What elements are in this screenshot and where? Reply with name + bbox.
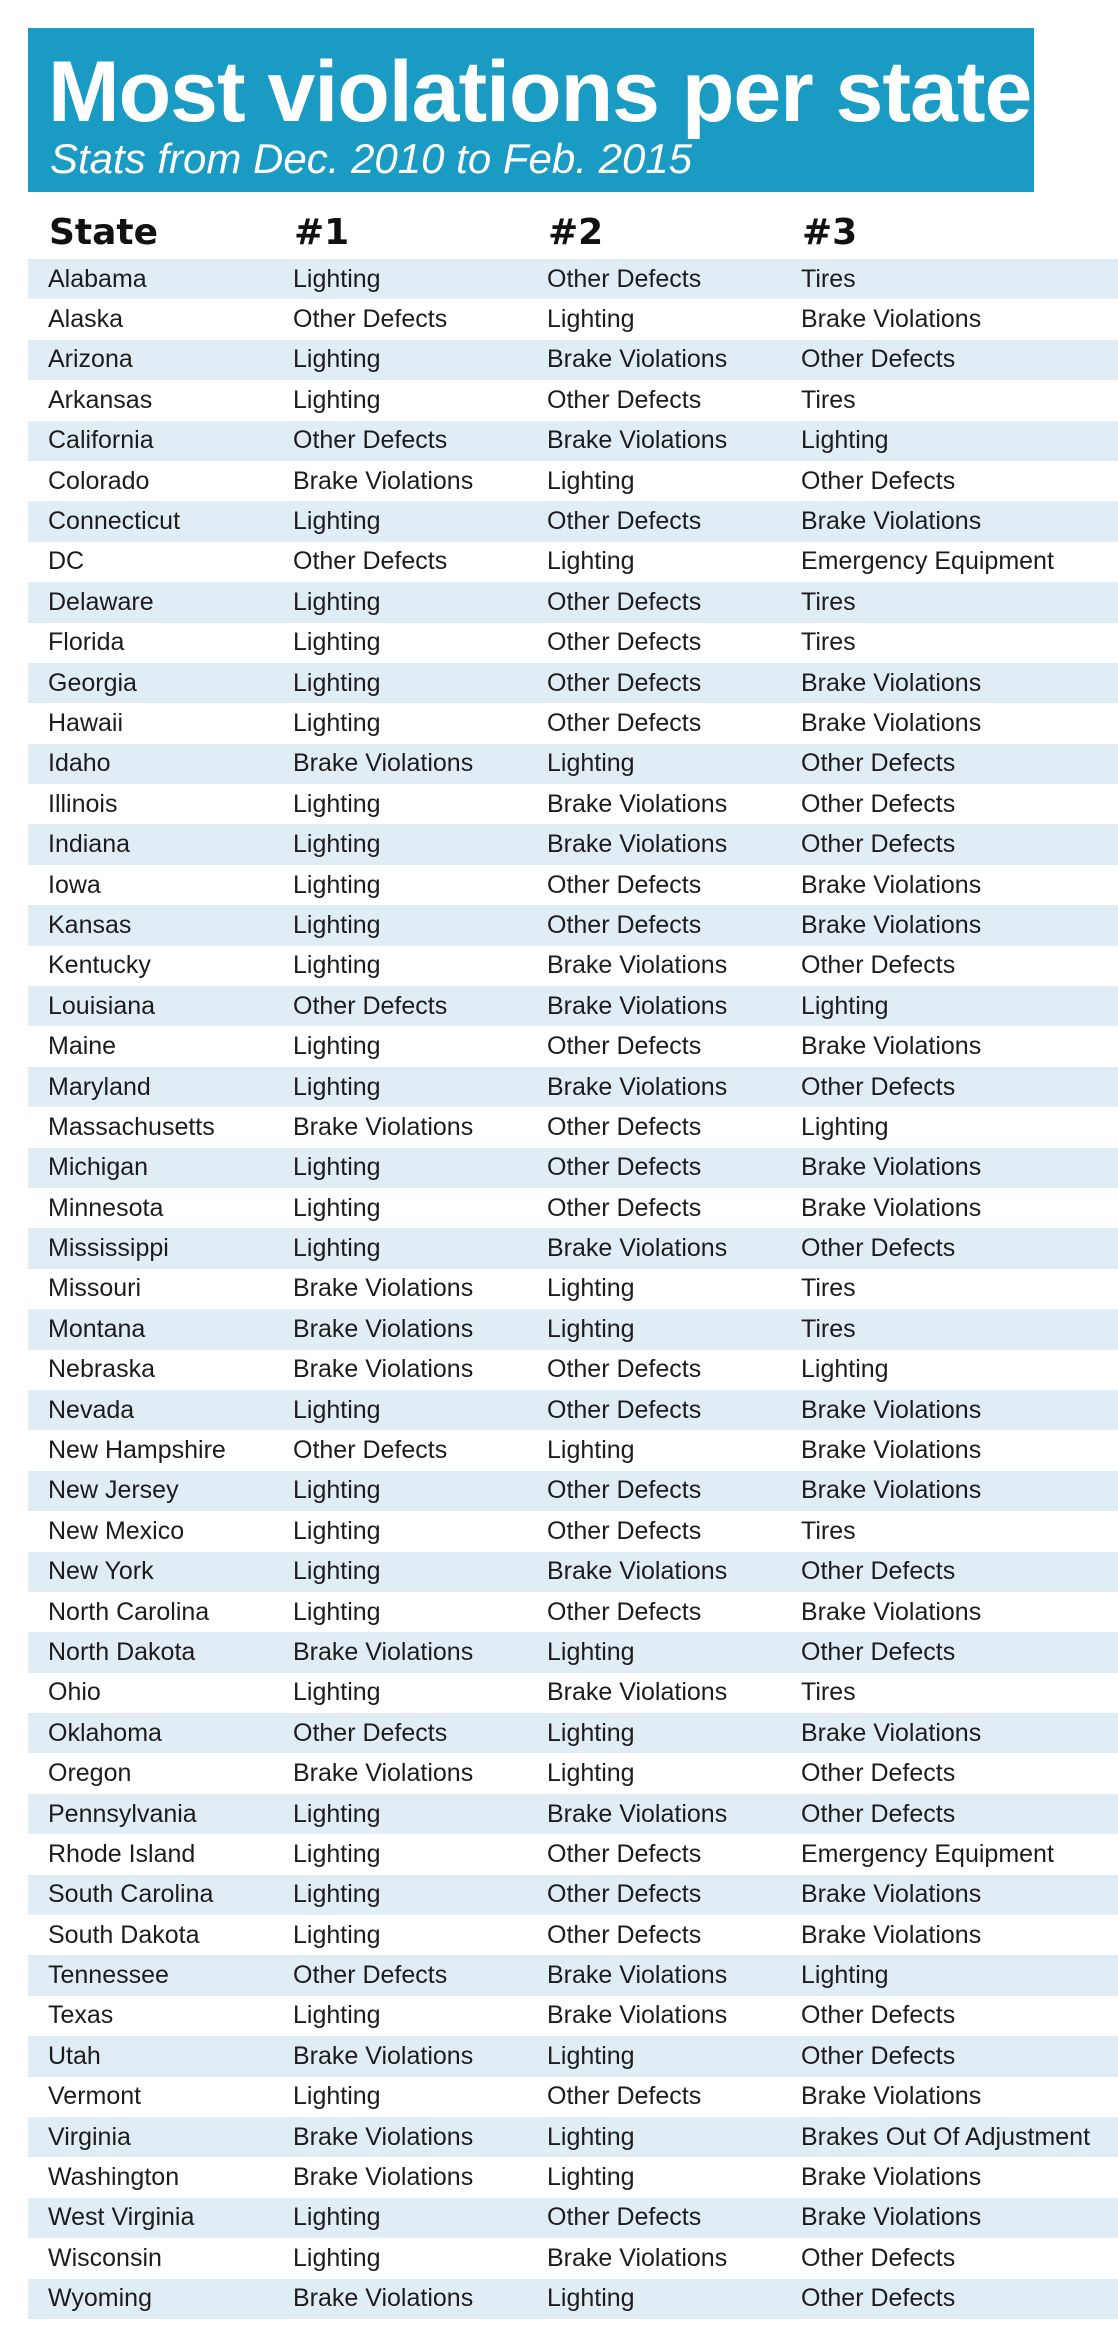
table-row — [28, 1834, 1118, 1874]
state-cell: Idaho — [28, 744, 273, 784]
state-cell: Missouri — [28, 1269, 273, 1309]
rank-3-cell: Other Defects — [781, 1632, 1118, 1672]
rank-1-cell: Other Defects — [273, 1713, 527, 1753]
rank-1-cell: Lighting — [273, 340, 527, 380]
state-cell: Pennsylvania — [28, 1794, 273, 1834]
rank-2-cell: Lighting — [527, 2157, 781, 2197]
rank-1-cell: Lighting — [273, 1471, 527, 1511]
rank-3-cell: Brake Violations — [781, 1188, 1118, 1228]
state-cell: Colorado — [28, 461, 273, 501]
state-cell: Arizona — [28, 340, 273, 380]
state-cell: Kansas — [28, 905, 273, 945]
state-cell: Indiana — [28, 824, 273, 864]
table-row — [28, 1753, 1118, 1793]
state-cell: Georgia — [28, 663, 273, 703]
rank-1-cell: Brake Violations — [273, 744, 527, 784]
table-row — [28, 744, 1118, 784]
rank-2-cell: Other Defects — [527, 1511, 781, 1551]
rank-1-cell: Lighting — [273, 1592, 527, 1632]
rank-3-cell: Other Defects — [781, 1794, 1118, 1834]
state-cell: North Carolina — [28, 1592, 273, 1632]
rank-1-cell: Brake Violations — [273, 2036, 527, 2076]
table-row — [28, 1552, 1118, 1592]
rank-2-cell: Brake Violations — [527, 1955, 781, 1995]
rank-2-cell: Other Defects — [527, 1107, 781, 1147]
rank-2-cell: Other Defects — [527, 1390, 781, 1430]
rank-1-cell: Other Defects — [273, 542, 527, 582]
rank-2-cell: Lighting — [527, 1309, 781, 1349]
rank-1-cell: Brake Violations — [273, 461, 527, 501]
rank-3-cell: Other Defects — [781, 784, 1118, 824]
rank-3-cell: Other Defects — [781, 1067, 1118, 1107]
table-row — [28, 1390, 1118, 1430]
rank-2-cell: Brake Violations — [527, 1067, 781, 1107]
table-row — [28, 703, 1118, 743]
rank-3-cell: Brake Violations — [781, 1875, 1118, 1915]
rank-1-cell: Lighting — [273, 703, 527, 743]
rank-2-cell: Lighting — [527, 1269, 781, 1309]
state-cell: Connecticut — [28, 501, 273, 541]
table-row — [28, 461, 1118, 501]
rank-3-cell: Tires — [781, 1511, 1118, 1551]
rank-2-cell: Other Defects — [527, 1834, 781, 1874]
rank-1-cell: Lighting — [273, 582, 527, 622]
table-row — [28, 1875, 1118, 1915]
table-row — [28, 1713, 1118, 1753]
rank-1-cell: Other Defects — [273, 1955, 527, 1995]
rank-2-cell: Other Defects — [527, 501, 781, 541]
rank-3-cell: Tires — [781, 259, 1118, 299]
rank-3-cell: Tires — [781, 623, 1118, 663]
state-cell: Rhode Island — [28, 1834, 273, 1874]
rank-2-cell: Lighting — [527, 299, 781, 339]
table-row — [28, 1148, 1118, 1188]
rank-2-cell: Other Defects — [527, 1471, 781, 1511]
rank-1-cell: Lighting — [273, 2077, 527, 2117]
rank-3-cell: Brake Violations — [781, 865, 1118, 905]
table-body — [28, 259, 1118, 2319]
rank-3-cell: Brake Violations — [781, 299, 1118, 339]
rank-1-cell: Lighting — [273, 1996, 527, 2036]
rank-2-cell: Other Defects — [527, 1875, 781, 1915]
rank-3-cell: Lighting — [781, 1955, 1118, 1995]
rank-2-cell: Other Defects — [527, 582, 781, 622]
rank-1-cell: Lighting — [273, 623, 527, 663]
title-banner — [28, 28, 1034, 192]
state-cell: Maryland — [28, 1067, 273, 1107]
rank-1-cell: Lighting — [273, 905, 527, 945]
rank-2-cell: Brake Violations — [527, 824, 781, 864]
state-cell: DC — [28, 542, 273, 582]
rank-1-cell: Lighting — [273, 1673, 527, 1713]
table-row — [28, 2036, 1118, 2076]
rank-2-cell: Lighting — [527, 2036, 781, 2076]
rank-2-cell: Lighting — [527, 1713, 781, 1753]
rank-2-cell: Other Defects — [527, 703, 781, 743]
rank-2-cell: Lighting — [527, 1632, 781, 1672]
rank-3-cell: Brake Violations — [781, 2077, 1118, 2117]
table-row — [28, 2238, 1118, 2278]
rank-1-cell: Lighting — [273, 1552, 527, 1592]
rank-2-cell: Lighting — [527, 461, 781, 501]
rank-1-cell: Brake Violations — [273, 1350, 527, 1390]
table-row — [28, 380, 1118, 420]
rank-2-cell: Brake Violations — [527, 946, 781, 986]
rank-3-cell: Brake Violations — [781, 1471, 1118, 1511]
rank-1-cell: Brake Violations — [273, 2157, 527, 2197]
state-cell: Maine — [28, 1026, 273, 1066]
table-row — [28, 1794, 1118, 1834]
rank-3-cell: Brake Violations — [781, 1026, 1118, 1066]
table-row — [28, 865, 1118, 905]
rank-3-cell: Tires — [781, 582, 1118, 622]
rank-3-cell: Lighting — [781, 1350, 1118, 1390]
rank-3-cell: Tires — [781, 1673, 1118, 1713]
rank-1-cell: Lighting — [273, 501, 527, 541]
state-cell: California — [28, 421, 273, 461]
table-row — [28, 1632, 1118, 1672]
rank-3-cell: Brake Violations — [781, 1148, 1118, 1188]
violations-table — [28, 205, 1118, 2319]
state-cell: New York — [28, 1552, 273, 1592]
state-cell: Arkansas — [28, 380, 273, 420]
rank-1-cell: Brake Violations — [273, 1269, 527, 1309]
state-cell: Mississippi — [28, 1228, 273, 1268]
rank-3-cell: Emergency Equipment — [781, 542, 1118, 582]
state-cell: Utah — [28, 2036, 273, 2076]
rank-1-cell: Lighting — [273, 259, 527, 299]
rank-1-cell: Other Defects — [273, 421, 527, 461]
table-row — [28, 1067, 1118, 1107]
table-row — [28, 582, 1118, 622]
rank-2-cell: Brake Violations — [527, 340, 781, 380]
state-cell: Hawaii — [28, 703, 273, 743]
column-header-rank-3: #3 — [802, 211, 858, 253]
table-header-row — [28, 205, 1118, 259]
rank-2-cell: Brake Violations — [527, 1552, 781, 1592]
rank-1-cell: Lighting — [273, 1188, 527, 1228]
state-cell: Texas — [28, 1996, 273, 2036]
table-row — [28, 1350, 1118, 1390]
table-row — [28, 1673, 1118, 1713]
state-cell: North Dakota — [28, 1632, 273, 1672]
rank-3-cell: Brake Violations — [781, 2198, 1118, 2238]
rank-3-cell: Other Defects — [781, 744, 1118, 784]
rank-3-cell: Brake Violations — [781, 703, 1118, 743]
table-row — [28, 946, 1118, 986]
state-cell: Oregon — [28, 1753, 273, 1793]
rank-1-cell: Brake Violations — [273, 1309, 527, 1349]
rank-3-cell: Tires — [781, 380, 1118, 420]
rank-3-cell: Brake Violations — [781, 1713, 1118, 1753]
rank-3-cell: Brake Violations — [781, 501, 1118, 541]
state-cell: Delaware — [28, 582, 273, 622]
rank-1-cell: Lighting — [273, 865, 527, 905]
rank-1-cell: Lighting — [273, 1511, 527, 1551]
rank-3-cell: Lighting — [781, 986, 1118, 1026]
table-row — [28, 1592, 1118, 1632]
rank-1-cell: Lighting — [273, 1026, 527, 1066]
rank-2-cell: Other Defects — [527, 623, 781, 663]
rank-3-cell: Other Defects — [781, 1552, 1118, 1592]
state-cell: New Mexico — [28, 1511, 273, 1551]
rank-1-cell: Lighting — [273, 946, 527, 986]
table-row — [28, 340, 1118, 380]
rank-1-cell: Brake Violations — [273, 1753, 527, 1793]
rank-3-cell: Other Defects — [781, 1228, 1118, 1268]
rank-2-cell: Other Defects — [527, 1026, 781, 1066]
column-header-state: State — [49, 211, 159, 253]
table-row — [28, 784, 1118, 824]
rank-2-cell: Other Defects — [527, 1592, 781, 1632]
table-row — [28, 986, 1118, 1026]
table-row — [28, 824, 1118, 864]
rank-2-cell: Other Defects — [527, 1188, 781, 1228]
rank-2-cell: Lighting — [527, 542, 781, 582]
rank-2-cell: Other Defects — [527, 905, 781, 945]
column-header-rank-1: #1 — [294, 211, 350, 253]
rank-1-cell: Lighting — [273, 784, 527, 824]
table-row — [28, 1955, 1118, 1995]
rank-2-cell: Other Defects — [527, 1915, 781, 1955]
rank-1-cell: Lighting — [273, 2238, 527, 2278]
rank-2-cell: Other Defects — [527, 1148, 781, 1188]
state-cell: Wyoming — [28, 2279, 273, 2319]
rank-2-cell: Other Defects — [527, 2077, 781, 2117]
rank-1-cell: Lighting — [273, 1834, 527, 1874]
rank-2-cell: Other Defects — [527, 380, 781, 420]
table-row — [28, 1188, 1118, 1228]
rank-3-cell: Brakes Out Of Adjustment — [781, 2117, 1118, 2157]
table-row — [28, 1915, 1118, 1955]
state-cell: Kentucky — [28, 946, 273, 986]
table-row — [28, 2157, 1118, 2197]
rank-1-cell: Brake Violations — [273, 1107, 527, 1147]
state-cell: Alaska — [28, 299, 273, 339]
state-cell: Tennessee — [28, 1955, 273, 1995]
rank-1-cell: Lighting — [273, 380, 527, 420]
state-cell: Iowa — [28, 865, 273, 905]
rank-2-cell: Brake Violations — [527, 986, 781, 1026]
rank-3-cell: Other Defects — [781, 1753, 1118, 1793]
rank-1-cell: Lighting — [273, 1875, 527, 1915]
table-row — [28, 1269, 1118, 1309]
rank-2-cell: Other Defects — [527, 865, 781, 905]
state-cell: Louisiana — [28, 986, 273, 1026]
rank-1-cell: Lighting — [273, 1794, 527, 1834]
rank-3-cell: Brake Violations — [781, 1592, 1118, 1632]
state-cell: New Jersey — [28, 1471, 273, 1511]
table-row — [28, 1309, 1118, 1349]
rank-2-cell: Brake Violations — [527, 1673, 781, 1713]
state-cell: Wisconsin — [28, 2238, 273, 2278]
table-row — [28, 1228, 1118, 1268]
rank-2-cell: Lighting — [527, 744, 781, 784]
rank-2-cell: Other Defects — [527, 259, 781, 299]
table-row — [28, 421, 1118, 461]
rank-1-cell: Brake Violations — [273, 1632, 527, 1672]
rank-3-cell: Other Defects — [781, 2279, 1118, 2319]
rank-2-cell: Lighting — [527, 1430, 781, 1470]
state-cell: Illinois — [28, 784, 273, 824]
rank-3-cell: Brake Violations — [781, 905, 1118, 945]
state-cell: Nebraska — [28, 1350, 273, 1390]
rank-1-cell: Lighting — [273, 1148, 527, 1188]
table-row — [28, 2077, 1118, 2117]
rank-2-cell: Lighting — [527, 2279, 781, 2319]
table-row — [28, 2117, 1118, 2157]
column-header-rank-2: #2 — [548, 211, 604, 253]
rank-3-cell: Other Defects — [781, 824, 1118, 864]
state-cell: New Hampshire — [28, 1430, 273, 1470]
rank-3-cell: Lighting — [781, 1107, 1118, 1147]
table-row — [28, 623, 1118, 663]
rank-1-cell: Brake Violations — [273, 2117, 527, 2157]
table-row — [28, 299, 1118, 339]
state-cell: South Carolina — [28, 1875, 273, 1915]
table-row — [28, 663, 1118, 703]
rank-1-cell: Lighting — [273, 1228, 527, 1268]
table-row — [28, 1511, 1118, 1551]
state-cell: West Virginia — [28, 2198, 273, 2238]
rank-2-cell: Brake Violations — [527, 784, 781, 824]
table-row — [28, 259, 1118, 299]
table-row — [28, 1430, 1118, 1470]
table-row — [28, 1471, 1118, 1511]
state-cell: Ohio — [28, 1673, 273, 1713]
rank-1-cell: Lighting — [273, 1067, 527, 1107]
rank-2-cell: Lighting — [527, 2117, 781, 2157]
table-row — [28, 1996, 1118, 2036]
rank-3-cell: Brake Violations — [781, 2157, 1118, 2197]
state-cell: Minnesota — [28, 1188, 273, 1228]
table-row — [28, 542, 1118, 582]
state-cell: Nevada — [28, 1390, 273, 1430]
table-row — [28, 905, 1118, 945]
rank-3-cell: Other Defects — [781, 2238, 1118, 2278]
rank-3-cell: Brake Violations — [781, 1390, 1118, 1430]
rank-2-cell: Brake Violations — [527, 1228, 781, 1268]
table-row — [28, 2279, 1118, 2319]
table-row — [28, 1026, 1118, 1066]
rank-3-cell: Other Defects — [781, 946, 1118, 986]
rank-1-cell: Brake Violations — [273, 2279, 527, 2319]
state-cell: Massachusetts — [28, 1107, 273, 1147]
rank-3-cell: Other Defects — [781, 2036, 1118, 2076]
rank-3-cell: Other Defects — [781, 1996, 1118, 2036]
rank-1-cell: Lighting — [273, 2198, 527, 2238]
rank-1-cell: Other Defects — [273, 299, 527, 339]
rank-3-cell: Emergency Equipment — [781, 1834, 1118, 1874]
rank-3-cell: Brake Violations — [781, 1430, 1118, 1470]
state-cell: Vermont — [28, 2077, 273, 2117]
page-subtitle: Stats from Dec. 2010 to Feb. 2015 — [50, 135, 693, 182]
rank-3-cell: Brake Violations — [781, 1915, 1118, 1955]
state-cell: Virginia — [28, 2117, 273, 2157]
rank-3-cell: Tires — [781, 1309, 1118, 1349]
rank-1-cell: Other Defects — [273, 1430, 527, 1470]
table-row — [28, 501, 1118, 541]
rank-2-cell: Brake Violations — [527, 421, 781, 461]
rank-3-cell: Lighting — [781, 421, 1118, 461]
rank-2-cell: Other Defects — [527, 2198, 781, 2238]
rank-3-cell: Tires — [781, 1269, 1118, 1309]
rank-1-cell: Other Defects — [273, 986, 527, 1026]
rank-3-cell: Brake Violations — [781, 663, 1118, 703]
table-row — [28, 1107, 1118, 1147]
page-title: Most violations per state — [48, 44, 1032, 140]
rank-1-cell: Lighting — [273, 1390, 527, 1430]
table-row — [28, 2198, 1118, 2238]
state-cell: Montana — [28, 1309, 273, 1349]
rank-1-cell: Lighting — [273, 1915, 527, 1955]
state-cell: Michigan — [28, 1148, 273, 1188]
state-cell: Florida — [28, 623, 273, 663]
rank-2-cell: Other Defects — [527, 1350, 781, 1390]
state-cell: Washington — [28, 2157, 273, 2197]
rank-1-cell: Lighting — [273, 663, 527, 703]
rank-2-cell: Brake Violations — [527, 1794, 781, 1834]
rank-3-cell: Other Defects — [781, 461, 1118, 501]
rank-2-cell: Brake Violations — [527, 1996, 781, 2036]
rank-1-cell: Lighting — [273, 824, 527, 864]
rank-2-cell: Brake Violations — [527, 2238, 781, 2278]
rank-2-cell: Lighting — [527, 1753, 781, 1793]
rank-3-cell: Other Defects — [781, 340, 1118, 380]
state-cell: Alabama — [28, 259, 273, 299]
state-cell: Oklahoma — [28, 1713, 273, 1753]
state-cell: South Dakota — [28, 1915, 273, 1955]
rank-2-cell: Other Defects — [527, 663, 781, 703]
